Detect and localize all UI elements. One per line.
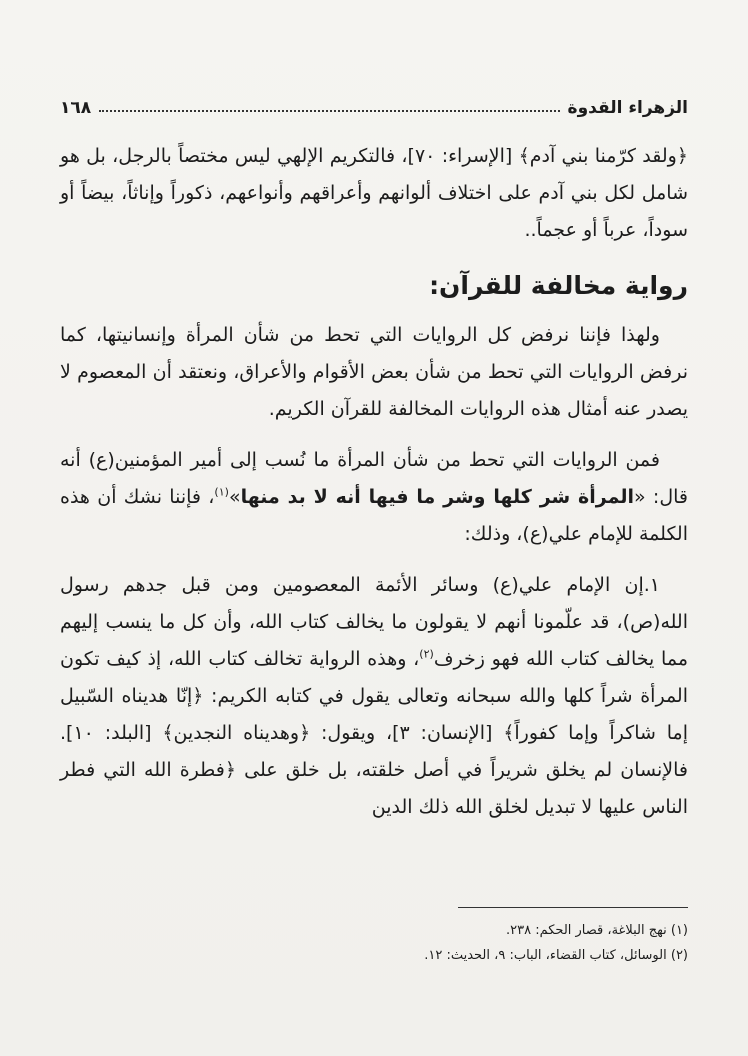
body-text bbox=[60, 138, 688, 826]
section-heading: رواية مخالفة للقرآن: bbox=[429, 271, 688, 300]
paragraph-4-text-a: ١.إن الإمام علي(ع) وسائر الأئمة المعصومين ومن قبل جدهم رسول الله(ص)، قد علّمونا أنهم لا يقولون ما يخالف كتاب الله، وأن كل ما ينسب إليهم مما يخالف كتاب الله فهو زخرف bbox=[60, 574, 688, 670]
running-header bbox=[60, 92, 688, 118]
paragraph-3-text-c: ، فإننا نشك أن هذه الكلمة للإمام علي(ع)، وذلك: bbox=[60, 486, 688, 545]
footnote-1: (١) نهج البلاغة، قصار الحكم: ٢٣٨. bbox=[505, 923, 688, 938]
paragraph-2: ولهذا فإننا نرفض كل الروايات التي تحط من شأن المرأة وإنسانيتها، كما نرفض الروايات التي تحط من شأن بعض الأقوام والأعراق، ونعتقد أن المعصوم لا يصدر عنه أمثال هذه الروايات المخالفة للقرآن الكريم. bbox=[60, 324, 688, 420]
quoted-narration: المرأة شر كلها وشر ما فيها أنه لا بد منها bbox=[240, 486, 634, 508]
footnote-separator bbox=[458, 907, 688, 908]
paragraph-3-text-b: » bbox=[228, 486, 241, 508]
footnote-2: (٢) الوسائل، كتاب القضاء، الباب: ٩، الحديث: ١٢. bbox=[424, 948, 688, 963]
paragraph-3 bbox=[60, 442, 688, 553]
paragraph-4 bbox=[60, 567, 688, 826]
footnote-ref-2: (٢) bbox=[419, 647, 434, 661]
header-dot-leader bbox=[99, 110, 559, 112]
page-number: ١٦٨ bbox=[60, 98, 92, 118]
footnotes bbox=[60, 918, 688, 968]
footnote-ref-1: (١) bbox=[214, 485, 229, 499]
paragraph-3-text-a: فمن الروايات التي تحط من شأن المرأة ما نُسب إلى أمير المؤمنين(ع) أنه قال: « bbox=[60, 449, 688, 508]
paragraph-4-text-b: ، وهذه الرواية تخالف كتاب الله، إذ كيف تكون المرأة شراً كلها والله سبحانه وتعالى يقول في كتابه الكريم: ﴿إنّا هديناه السّبيل إما شاكراً وإما كفوراً﴾ [الإنسان: ٣]، ويقول: ﴿وهديناه النجدين﴾ [البلد: ١٠]. فالإنسان لم يخلق شريراً في أصل خلقته، بل خلق على ﴿فطرة الله التي فطر الناس عليها لا تبديل لخلق الله ذلك الدين bbox=[60, 648, 688, 818]
paragraph-1: ﴿ولقد كرّمنا بني آدم﴾ [الإسراء: ٧٠]، فالتكريم الإلهي ليس مختصاً بالرجل، بل هو شامل لكل بني آدم على اختلاف ألوانهم وأعراقهم وأنواعهم، ذكوراً وإناثاً، بيضاً أو سوداً، عرباً أو عجماً.. bbox=[60, 145, 688, 241]
header-title: الزهراء القدوة bbox=[567, 98, 688, 118]
